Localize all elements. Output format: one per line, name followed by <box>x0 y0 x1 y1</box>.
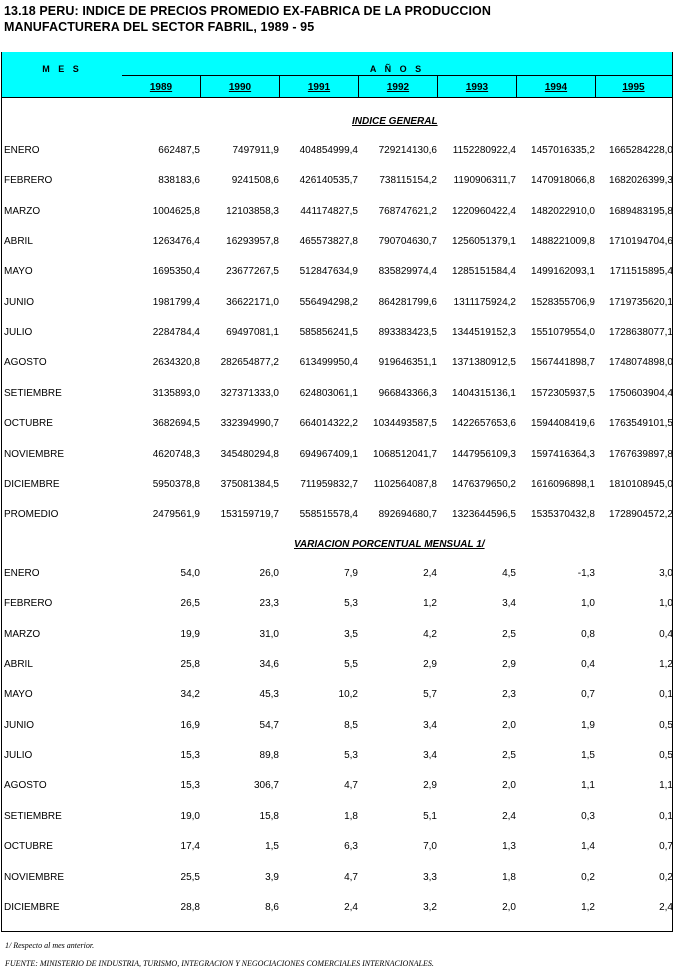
table-row <box>4 235 673 249</box>
cell-value: 26,5 <box>180 598 200 610</box>
cell-value: 711959832,7 <box>300 478 358 490</box>
cell-value: 16293957,8 <box>226 236 279 248</box>
cell-value: 10,2 <box>338 689 358 701</box>
cell-value: 1344519152,3 <box>452 327 516 339</box>
header-mes-label: M E S <box>42 64 82 74</box>
cell-value: 613499950,4 <box>299 357 358 369</box>
year-header-2: 1991 <box>280 76 359 97</box>
month-label: SETIEMBRE <box>4 387 62 399</box>
cell-value: 5950378,8 <box>152 478 200 490</box>
cell-value: 5,3 <box>344 598 358 610</box>
cell-value: 3,3 <box>423 871 437 883</box>
cell-value: 1551079554,0 <box>531 327 595 339</box>
table-row <box>4 356 673 370</box>
cell-value: 2,9 <box>423 659 437 671</box>
table-row <box>4 478 673 492</box>
cell-value: 1004625,8 <box>152 205 200 217</box>
table-row <box>4 417 673 431</box>
cell-value: 1616096898,1 <box>531 478 595 490</box>
cell-value: 3135893,0 <box>152 387 200 399</box>
table-row <box>4 387 673 401</box>
cell-value: 1728638077,1 <box>609 327 673 339</box>
cell-value: 7497911,9 <box>232 145 279 156</box>
cell-value: 2284784,4 <box>152 327 200 339</box>
cell-value: 26,0 <box>259 568 279 579</box>
footnote-fuente: FUENTE: MINISTERIO DE INDUSTRIA, TURISMO, INTEGRACION Y NEGOCIACIONES COMERCIALES INTERNACIONALES. <box>5 959 434 968</box>
cell-value: 327371333,0 <box>220 387 279 399</box>
cell-value: 892694680,7 <box>378 509 437 521</box>
cell-value: 89,8 <box>259 750 279 762</box>
header-mes <box>2 52 123 98</box>
cell-value: 2,5 <box>502 628 516 640</box>
cell-value: 2,0 <box>502 780 516 792</box>
cell-value: 1,0 <box>659 598 673 610</box>
cell-value: 12103858,3 <box>226 205 279 217</box>
cell-value: 1404315136,1 <box>452 387 516 399</box>
table-row <box>4 749 673 763</box>
cell-value: 0,7 <box>581 689 595 701</box>
cell-value: 1,1 <box>659 780 673 792</box>
cell-value: 1,8 <box>344 810 358 822</box>
cell-value: 1,3 <box>502 841 516 853</box>
cell-value: 624803061,1 <box>299 387 358 399</box>
cell-value: 54,7 <box>259 719 279 731</box>
cell-value: 25,8 <box>180 659 200 671</box>
cell-value: 25,5 <box>180 871 200 883</box>
cell-value: 3,0 <box>659 568 673 579</box>
cell-value: 0,5 <box>659 719 673 731</box>
cell-value: 1457016335,2 <box>531 145 595 156</box>
cell-value: 1748074898,0 <box>609 357 673 369</box>
cell-value: 2,9 <box>502 659 516 671</box>
cell-value: 3,4 <box>423 750 437 762</box>
cell-value: 3,4 <box>502 598 516 610</box>
cell-value: 1,2 <box>423 598 437 610</box>
cell-value: 1,2 <box>581 901 595 913</box>
cell-value: 1594408419,6 <box>531 418 595 430</box>
cell-value: 1719735620,1 <box>609 296 673 308</box>
cell-value: 6,3 <box>344 841 358 853</box>
cell-value: 1750603904,4 <box>609 387 673 399</box>
cell-value: 7,0 <box>423 841 437 853</box>
cell-value: 69497081,1 <box>226 327 279 339</box>
cell-value: 0,4 <box>581 659 595 671</box>
cell-value: 404854999,4 <box>299 145 358 156</box>
table-row <box>4 174 673 188</box>
cell-value: 34,6 <box>259 659 279 671</box>
month-label: SETIEMBRE <box>4 810 62 822</box>
cell-value: 4,5 <box>502 568 516 579</box>
cell-value: 0,3 <box>581 810 595 822</box>
cell-value: 1285151584,4 <box>452 266 516 278</box>
cell-value: 2,0 <box>502 901 516 913</box>
cell-value: 1476379650,2 <box>452 478 516 490</box>
cell-value: 5,1 <box>423 810 437 822</box>
cell-value: 694967409,1 <box>299 448 358 460</box>
table-row <box>4 719 673 733</box>
cell-value: 1567441898,7 <box>531 357 595 369</box>
cell-value: 9241508,6 <box>231 175 279 187</box>
cell-value: 1711515895,4 <box>609 266 673 278</box>
table-row <box>4 658 673 672</box>
cell-value: 1695350,4 <box>152 266 200 278</box>
cell-value: 1152280922,4 <box>452 145 516 156</box>
cell-value: 19,9 <box>180 628 200 640</box>
cell-value: 558515578,4 <box>299 509 358 521</box>
table-row <box>4 901 673 915</box>
cell-value: 1535370432,8 <box>531 509 595 521</box>
cell-value: -1,3 <box>577 568 595 579</box>
cell-value: 1572305937,5 <box>531 387 595 399</box>
month-label: JULIO <box>4 750 33 762</box>
cell-value: 2,0 <box>502 719 516 731</box>
cell-value: 1256051379,1 <box>452 236 516 248</box>
year-header-3: 1992 <box>359 76 438 97</box>
month-label: DICIEMBRE <box>4 478 60 490</box>
cell-value: 1,4 <box>581 841 595 853</box>
month-label: ENERO <box>4 145 40 156</box>
cell-value: 2,3 <box>502 689 516 701</box>
cell-value: 16,9 <box>180 719 200 731</box>
cell-value: 3,2 <box>423 901 437 913</box>
cell-value: 1,9 <box>581 719 595 731</box>
month-label: JULIO <box>4 327 33 339</box>
cell-value: 1220960422,4 <box>452 205 516 217</box>
cell-value: 4,7 <box>344 780 358 792</box>
cell-value: 1102564087,8 <box>373 478 437 490</box>
month-label: MAYO <box>4 266 33 278</box>
cell-value: 7,9 <box>344 568 358 579</box>
cell-value: 1190906311,7 <box>453 175 516 187</box>
cell-value: 5,3 <box>344 750 358 762</box>
cell-value: 34,2 <box>180 689 200 701</box>
cell-value: 31,0 <box>259 628 279 640</box>
year-header-5: 1994 <box>517 76 596 97</box>
cell-value: 1323644596,5 <box>452 509 516 521</box>
cell-value: 1068512041,7 <box>373 448 437 460</box>
year-header-4: 1993 <box>438 76 517 97</box>
header-bottom-border <box>2 97 672 98</box>
cell-value: 153159719,7 <box>220 509 279 521</box>
table-row <box>4 205 673 219</box>
cell-value: 4,2 <box>423 628 437 640</box>
cell-value: 5,5 <box>344 659 358 671</box>
section-variacion: VARIACION PORCENTUAL MENSUAL 1/ <box>294 539 485 550</box>
cell-value: 838183,6 <box>158 175 200 187</box>
cell-value: 893383423,5 <box>378 327 437 339</box>
month-label: OCTUBRE <box>4 418 53 430</box>
cell-value: 2634320,8 <box>152 357 200 369</box>
cell-value: 1767639897,8 <box>609 448 673 460</box>
cell-value: 2,4 <box>502 810 516 822</box>
cell-value: 15,8 <box>259 810 279 822</box>
cell-value: 2,9 <box>423 780 437 792</box>
month-label: JUNIO <box>4 719 34 731</box>
cell-value: 0,7 <box>659 841 673 853</box>
cell-value: 1482022910,0 <box>531 205 595 217</box>
cell-value: 1,5 <box>581 750 595 762</box>
month-label: NOVIEMBRE <box>4 871 65 883</box>
table-row <box>4 840 673 854</box>
table-row <box>4 265 673 279</box>
cell-value: 0,4 <box>659 628 673 640</box>
cell-value: 4620748,3 <box>152 448 200 460</box>
cell-value: 662487,5 <box>158 145 200 156</box>
cell-value: 1981799,4 <box>152 296 200 308</box>
month-label: DICIEMBRE <box>4 901 60 913</box>
cell-value: 306,7 <box>253 780 279 792</box>
cell-value: 15,3 <box>180 780 200 792</box>
cell-value: 1034493587,5 <box>373 418 437 430</box>
cell-value: 835829974,4 <box>378 266 437 278</box>
table-row <box>4 448 673 462</box>
table-row <box>4 326 673 340</box>
table-title <box>4 3 664 35</box>
cell-value: 738115154,2 <box>379 175 437 187</box>
cell-value: 1,5 <box>265 841 279 853</box>
cell-value: 465573827,8 <box>299 236 358 248</box>
cell-value: 1763549101,5 <box>609 418 673 430</box>
cell-value: 664014322,2 <box>299 418 358 430</box>
month-label: PROMEDIO <box>4 509 59 521</box>
cell-value: 790704630,7 <box>378 236 437 248</box>
cell-value: 282654877,2 <box>220 357 279 369</box>
month-label: AGOSTO <box>4 357 47 369</box>
cell-value: 345480294,8 <box>220 448 279 460</box>
cell-value: 1,0 <box>581 598 595 610</box>
cell-value: 3,9 <box>265 871 279 883</box>
footnote-1: 1/ Respecto al mes anterior. <box>5 941 95 950</box>
year-header-1: 1990 <box>201 76 280 97</box>
cell-value: 3,5 <box>344 628 358 640</box>
year-header-6: 1995 <box>622 82 645 93</box>
table-row <box>4 688 673 702</box>
month-label: MARZO <box>4 628 41 640</box>
cell-value: 15,3 <box>180 750 200 762</box>
cell-value: 1710194704,6 <box>609 236 673 248</box>
month-label: MAYO <box>4 689 33 701</box>
cell-value: 54,0 <box>180 568 200 579</box>
cell-value: 36622171,0 <box>226 296 279 308</box>
cell-value: 556494298,2 <box>299 296 358 308</box>
cell-value: 0,5 <box>659 750 673 762</box>
table-row <box>4 628 673 642</box>
cell-value: 1422657653,6 <box>452 418 516 430</box>
month-label: ABRIL <box>4 236 33 248</box>
cell-value: 1311175924,2 <box>453 296 516 308</box>
cell-value: 1528355706,9 <box>531 296 595 308</box>
cell-value: 441174827,5 <box>300 205 358 217</box>
cell-value: 5,7 <box>423 689 437 701</box>
header-anos-label: A Ñ O S <box>369 64 425 74</box>
cell-value: 1728904572,2 <box>609 509 673 521</box>
cell-value: 1263476,4 <box>152 236 200 248</box>
table-row <box>4 144 673 158</box>
month-label: AGOSTO <box>4 780 47 792</box>
cell-value: 2479561,9 <box>152 509 200 521</box>
cell-value: 0,1 <box>659 810 673 822</box>
cell-value: 0,1 <box>659 689 673 701</box>
cell-value: 2,5 <box>502 750 516 762</box>
cell-value: 0,2 <box>659 871 673 883</box>
cell-value: 512847634,9 <box>299 266 358 278</box>
title-line-1: 13.18 PERU: INDICE DE PRECIOS PROMEDIO EX-FABRICA DE LA PRODUCCION <box>4 4 491 18</box>
cell-value: 1488221009,8 <box>531 236 595 248</box>
cell-value: 17,4 <box>180 841 200 853</box>
cell-value: 919646351,1 <box>378 357 437 369</box>
table-row <box>4 810 673 824</box>
table-row <box>4 296 673 310</box>
cell-value: 4,7 <box>344 871 358 883</box>
cell-value: 1597416364,3 <box>531 448 595 460</box>
month-label: NOVIEMBRE <box>4 448 65 460</box>
cell-value: 45,3 <box>259 689 279 701</box>
cell-value: 23677267,5 <box>226 266 279 278</box>
section-indice-general: INDICE GENERAL <box>352 116 438 127</box>
cell-value: 1,2 <box>659 659 673 671</box>
cell-value: 23,3 <box>259 598 279 610</box>
month-label: ABRIL <box>4 659 33 671</box>
table-row <box>4 779 673 793</box>
cell-value: 3,4 <box>423 719 437 731</box>
month-label: FEBRERO <box>4 175 53 187</box>
month-label: JUNIO <box>4 296 34 308</box>
cell-value: 332394990,7 <box>220 418 279 430</box>
cell-value: 2,4 <box>423 568 437 579</box>
cell-value: 1682026399,3 <box>609 175 673 187</box>
cell-value: 768747621,2 <box>378 205 437 217</box>
cell-value: 1689483195,8 <box>609 205 673 217</box>
cell-value: 8,5 <box>344 719 358 731</box>
year-header-0: 1989 <box>122 76 201 97</box>
title-line-2: MANUFACTURERA DEL SECTOR FABRIL, 1989 - 95 <box>4 20 315 34</box>
cell-value: 966843366,3 <box>378 387 437 399</box>
cell-value: 375081384,5 <box>220 478 279 490</box>
cell-value: 585856241,5 <box>299 327 358 339</box>
cell-value: 1665284228,0 <box>609 145 673 156</box>
month-label: ENERO <box>4 568 40 579</box>
cell-value: 2,4 <box>344 901 358 913</box>
cell-value: 426140535,7 <box>299 175 358 187</box>
cell-value: 3682694,5 <box>152 418 200 430</box>
cell-value: 1810108945,0 <box>609 478 673 490</box>
cell-value: 1470918066,8 <box>531 175 595 187</box>
table-row <box>4 508 673 522</box>
cell-value: 0,8 <box>581 628 595 640</box>
cell-value: 1447956109,3 <box>452 448 516 460</box>
month-label: MARZO <box>4 205 41 217</box>
table-row <box>4 597 673 611</box>
cell-value: 1499162093,1 <box>531 266 595 278</box>
cell-value: 8,6 <box>265 901 279 913</box>
cell-value: 2,4 <box>659 901 673 913</box>
cell-value: 1,8 <box>502 871 516 883</box>
month-label: OCTUBRE <box>4 841 53 853</box>
cell-value: 19,0 <box>180 810 200 822</box>
cell-value: 28,8 <box>180 901 200 913</box>
cell-value: 1,1 <box>581 780 595 792</box>
cell-value: 1371380912,5 <box>452 357 516 369</box>
cell-value: 864281799,6 <box>378 296 437 308</box>
month-label: FEBRERO <box>4 598 53 610</box>
cell-value: 0,2 <box>581 871 595 883</box>
table-row <box>4 567 673 581</box>
cell-value: 729214130,6 <box>378 145 437 156</box>
table-row <box>4 871 673 885</box>
